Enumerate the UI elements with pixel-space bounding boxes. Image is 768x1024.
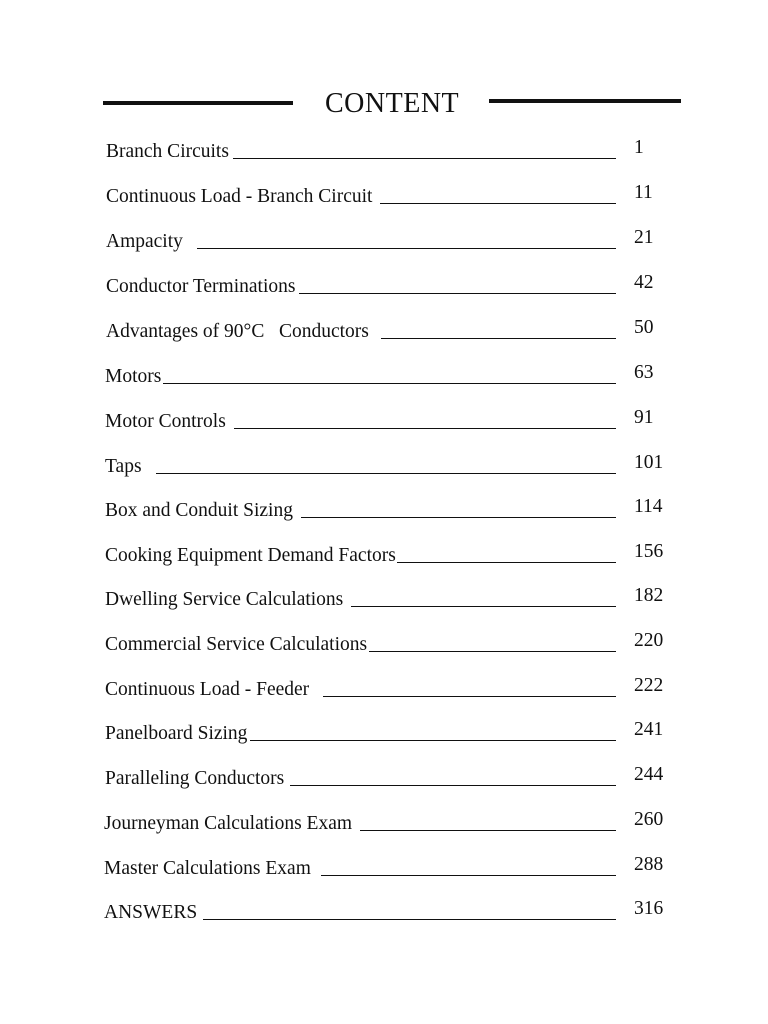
toc-entry-title: Commercial Service Calculations [105,634,368,655]
toc-entry-page-number: 50 [634,317,654,338]
toc-entry [105,629,680,657]
toc-entry [105,540,680,568]
toc-leader-line [323,696,616,697]
toc-leader-line [321,875,616,876]
toc-entry [106,136,680,164]
toc-entry-title: ANSWERS [104,902,198,923]
toc-entry [105,718,680,746]
toc-entry-title: Box and Conduit Sizing [105,500,293,521]
toc-entry-page-number: 260 [634,809,664,830]
toc-leader-line [233,158,616,159]
toc-leader-line [234,428,616,429]
toc-entry-page-number: 11 [634,182,653,203]
toc-leader-line [351,606,616,607]
toc-leader-line [203,919,616,920]
toc-entry-page-number: 182 [634,585,664,606]
toc-entry-page-number: 316 [634,898,664,919]
toc-leader-line [156,473,616,474]
toc-entry-title: Journeyman Calculations Exam [104,813,353,834]
toc-entry-title: Motor Controls [105,411,226,432]
toc-leader-line [250,740,616,741]
toc-leader-line [301,517,616,518]
toc-entry [106,226,680,254]
toc-leader-line [381,338,616,339]
toc-entry-title: Motors [105,366,162,387]
toc-entry-page-number: 21 [634,227,654,248]
toc-entry [106,271,680,299]
toc-entry [105,451,680,479]
toc-entry-title: Advantages of 90°C Conductors [106,321,369,342]
toc-entry-title: Taps [105,456,142,477]
toc-leader-line [369,651,616,652]
toc-entry-title: Cooking Equipment Demand Factors [105,545,396,566]
toc-entry-page-number: 91 [634,407,654,428]
toc-leader-line [299,293,616,294]
toc-entry-page-number: 288 [634,854,664,875]
toc-entry-title: Conductor Terminations [106,276,296,297]
toc-entry [104,808,680,836]
toc-entry-page-number: 222 [634,675,664,696]
toc-entry-page-number: 241 [634,719,664,740]
toc-entry-title: Branch Circuits [106,141,229,162]
toc-entry-page-number: 244 [634,764,664,785]
toc-entry-title: Continuous Load - Branch Circuit [106,186,373,207]
toc-entry [104,897,680,925]
toc-entry-page-number: 1 [634,137,644,158]
toc-entry-page-number: 101 [634,452,664,473]
toc-entry-page-number: 114 [634,496,663,517]
toc-leader-line [360,830,616,831]
toc-leader-line [397,562,616,563]
toc-leader-line [290,785,616,786]
toc-entry [106,316,680,344]
toc-entry [105,674,680,702]
toc-entry-page-number: 63 [634,362,654,383]
toc-entry-title: Dwelling Service Calculations [105,589,344,610]
toc-leader-line [163,383,616,384]
toc-entry-title: Master Calculations Exam [104,858,311,879]
toc-entry-title: Panelboard Sizing [105,723,248,744]
toc-leader-line [197,248,616,249]
toc-entry-title: Paralleling Conductors [105,768,285,789]
toc-entry-page-number: 220 [634,630,664,651]
page-title: CONTENT [325,88,460,119]
toc-entry [105,361,680,389]
toc-entry-page-number: 156 [634,541,664,562]
toc-entry [105,406,680,434]
toc-entry-title: Continuous Load - Feeder [105,679,310,700]
toc-entry-title: Ampacity [106,231,183,252]
toc-entry [105,584,680,612]
toc-leader-line [380,203,616,204]
toc-entry [105,495,680,523]
toc-entry [105,763,680,791]
toc-entry-page-number: 42 [634,272,654,293]
toc-entry [104,853,680,881]
toc-entry [106,181,680,209]
